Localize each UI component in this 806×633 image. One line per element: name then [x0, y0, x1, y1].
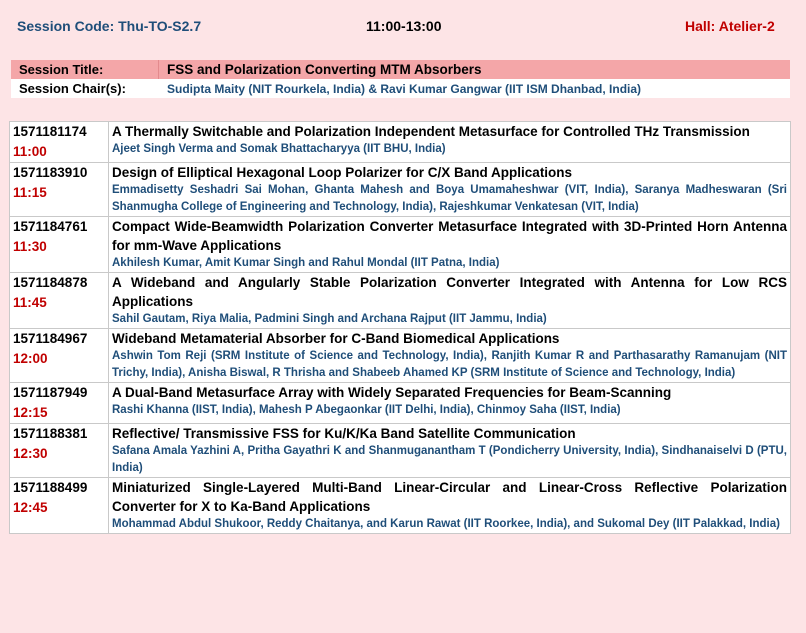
- paper-id: 1571184878: [13, 275, 88, 290]
- paper-authors: Akhilesh Kumar, Amit Kumar Singh and Rahul Mondal (IIT Patna, India): [112, 257, 500, 269]
- papers-table: [9, 121, 791, 534]
- paper-title: A Dual-Band Metasurface Array with Widely Separated Frequencies for Beam-Scanning: [112, 385, 672, 400]
- paper-id-cell: [10, 329, 109, 383]
- paper-authors: Mohammad Abdul Shukoor, Reddy Chaitanya, and Karun Rawat (IIT Roorkee, India), and Sukomal Dey (IIT Palakkad, India): [112, 518, 780, 530]
- paper-time: 12:30: [13, 446, 48, 461]
- paper-title: Wideband Metamaterial Absorber for C-Band Biomedical Applications: [112, 331, 560, 346]
- paper-id: 1571187949: [13, 385, 88, 400]
- paper-title: Design of Elliptical Hexagonal Loop Polarizer for C/X Band Applications: [112, 165, 573, 180]
- paper-id: 1571188381: [13, 426, 88, 441]
- paper-authors: Emmadisetty Seshadri Sai Mohan, Ghanta Mahesh and Boya Umamaheshwar (VIT, India), Saranya Madheswaran (Sri Shanmugha College of Engineering and Technology, India), Rajeshkumar Venkatesan (VIT, India): [112, 184, 787, 213]
- paper-time: 11:15: [13, 185, 47, 200]
- paper-row: [10, 329, 791, 383]
- paper-authors: Sahil Gautam, Riya Malia, Padmini Singh and Archana Rajput (IIT Jammu, India): [112, 313, 547, 325]
- paper-info-cell: [109, 163, 791, 217]
- paper-info-cell: [109, 478, 791, 534]
- paper-row: [10, 217, 791, 273]
- paper-info-cell: [109, 217, 791, 273]
- paper-id-cell: [10, 163, 109, 217]
- session-hall: Hall: Atelier-2: [685, 18, 775, 34]
- paper-id: 1571184967: [13, 331, 88, 346]
- paper-row: [10, 383, 791, 424]
- paper-authors: Ajeet Singh Verma and Somak Bhattacharyya (IIT BHU, India): [112, 143, 446, 155]
- paper-row: [10, 122, 791, 163]
- paper-info-cell: [109, 122, 791, 163]
- session-chair-row: [11, 79, 790, 98]
- paper-time: 12:45: [13, 500, 48, 515]
- session-info: [11, 60, 790, 98]
- paper-id-cell: [10, 273, 109, 329]
- paper-time: 11:00: [13, 144, 47, 159]
- paper-authors: Ashwin Tom Reji (SRM Institute of Science and Technology, India), Ranjith Kumar R and Parthasarathy Ramanujam (NIT Trichy, India), Anisha Biswal, R Thrisha and Shabeeb Ahamed KP (SRM Institute of Science and Technology, India): [112, 350, 787, 379]
- paper-id: 1571184761: [13, 219, 88, 234]
- paper-time: 11:30: [13, 239, 47, 254]
- session-code: Session Code: Thu-TO-S2.7: [17, 18, 202, 34]
- paper-id: 1571188499: [13, 480, 88, 495]
- paper-info-cell: [109, 273, 791, 329]
- paper-info-cell: [109, 329, 791, 383]
- session-chair-label: Session Chair(s):: [19, 81, 126, 96]
- paper-id-cell: [10, 478, 109, 534]
- session-title: FSS and Polarization Converting MTM Absorbers: [167, 62, 482, 77]
- paper-info-cell: [109, 424, 791, 478]
- session-header: [0, 18, 806, 36]
- paper-id: 1571181174: [13, 124, 87, 139]
- paper-time: 11:45: [13, 295, 47, 310]
- session-time-range: 11:00-13:00: [366, 18, 442, 34]
- session-title-label: Session Title:: [11, 60, 159, 79]
- session-title-row: [11, 60, 790, 79]
- paper-row: [10, 163, 791, 217]
- paper-id-cell: [10, 122, 109, 163]
- paper-row: [10, 273, 791, 329]
- paper-time: 12:15: [13, 405, 48, 420]
- paper-authors: Rashi Khanna (IIST, India), Mahesh P Abegaonkar (IIT Delhi, India), Chinmoy Saha (IIST, India): [112, 404, 621, 416]
- session-chairs: Sudipta Maity (NIT Rourkela, India) & Ravi Kumar Gangwar (IIT ISM Dhanbad, India): [167, 81, 642, 96]
- paper-title: Reflective/ Transmissive FSS for Ku/K/Ka Band Satellite Communication: [112, 426, 576, 441]
- paper-title: A Thermally Switchable and Polarization Independent Metasurface for Controlled THz Transmission: [112, 124, 750, 139]
- paper-row: [10, 424, 791, 478]
- paper-authors: Safana Amala Yazhini A, Pritha Gayathri K and Shanmuganantham T (Pondicherry University, India), Sindhanaiselvi D (PTU, India): [112, 445, 787, 474]
- paper-time: 12:00: [13, 351, 48, 366]
- paper-title: Miniaturized Single-Layered Multi-Band Linear-Circular and Linear-Cross Reflective Polarization Converter for X to Ka-Band Applications: [112, 480, 787, 514]
- paper-id-cell: [10, 217, 109, 273]
- paper-info-cell: [109, 383, 791, 424]
- paper-id-cell: [10, 383, 109, 424]
- paper-id: 1571183910: [13, 165, 88, 180]
- paper-id-cell: [10, 424, 109, 478]
- paper-title: Compact Wide-Beamwidth Polarization Converter Metasurface Integrated with 3D-Printed Horn Antenna for mm-Wave Applications: [112, 219, 787, 253]
- paper-row: [10, 478, 791, 534]
- paper-title: A Wideband and Angularly Stable Polarization Converter Integrated with Antenna for Low RCS Applications: [112, 275, 787, 309]
